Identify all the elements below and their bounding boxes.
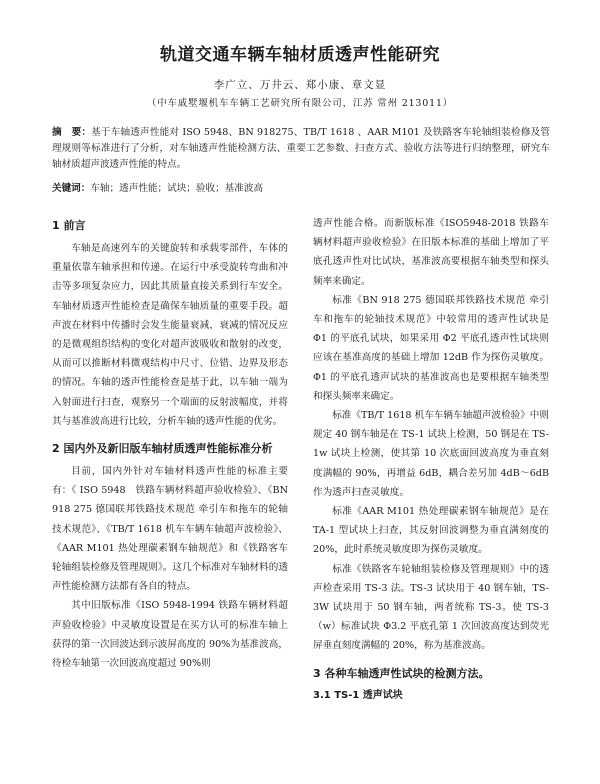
- abstract-text: 基于车轴透声性能对 ISO 5948、BN 918275、TB/T 1618 、AAR M101 及铁路客车轮轴组装检修及管理规则等标准进行了分析，对车轴透声性能检测方法、重要工艺参数、扫查方式、验收方法等进行归纳整理，研究车轴材质超声波透声性能的特点。: [52, 127, 550, 170]
- abstract: [52, 125, 550, 173]
- right-paragraph-4: 标准《AAR M101 热处理碳素钢车轴规范》是在 TA-1 型试块上扫查，其反射回波调整为垂直满刻度的 20%，此时系统灵敏度即为探伤灵敏度。: [313, 506, 549, 556]
- keywords-label: 关键词：: [52, 183, 91, 194]
- section-1-heading: 1 前言: [52, 219, 86, 232]
- right-paragraph-5: 标准《铁路客车轮轴组装检修及管理规则》中的透声检查采用 TS-3 法。TS-3 试块用于 40 钢车轴，TS-3W 试块用于 50 钢车轴，两者统称 TS-3。使 TS-3（w）标准试块 Φ3.2 平底孔第 1 次回波高度达到荧光屏垂直刻度满幅的 20%，称为基准波高。: [313, 563, 549, 652]
- author-list: 李广立、万井云、郑小康、章文显: [213, 79, 387, 91]
- right-paragraph-3: 标准《TB/T 1618 机车车辆车轴超声波检验》中则规定 40 钢车轴是在 TS-1 试块上检测，50 钢是在 TS-1w 试块上检测，使其第 10 次底面回波高度为垂直刻度满幅的 90%，再增益 6dB，耦合差另加 4dB～6dB 作为透声扫查灵敏度。: [313, 410, 549, 498]
- section-2-paragraph-1: 目前，国内外针对车轴材料透声性能的标准主要有：《 ISO 5948 铁路车辆材料超声验收检验》、《BN 918 275 德国联邦铁路技术规范 牵引车和拖车的轮轴技术规范》、《TB/T 1618 机车车辆车轴超声波检验》、《AAR M101 热处理碳素钢车轴规范》和《铁路客车轮轴组装检修及管理规则》。这几个标准对车轴材料的透声性能检测方法都有各自的特点。: [52, 466, 288, 593]
- right-paragraph-2: 标准《BN 918 275 德国联邦铁路技术规范 牵引车和拖车的轮轴技术规范》中较常用的透声性试块是 Φ1 的平底孔试块，如果采用 Φ2 平底孔透声性试块则应该在基准高度的基础上增加 12dB 作为探伤灵敏度。Φ1 的平底孔透声试块的基准波高也是要根据车轴类型和探头频率来确定。: [313, 294, 549, 402]
- abstract-label: 摘 要：: [52, 127, 92, 138]
- section-1-paragraph: 车轴是高速列车的关键旋转和承载零部件，车体的重量依靠车轴承担和传递。在运行中承受旋转弯曲和冲击等多项复杂应力，因此其质量直接关系到行车安全。车轴材质透声性能检查是确保车轴质量的重要手段。超声波在材料中传播时会发生能量衰减，衰减的情况反应的是微观组织结构的变化对超声波吸收和散射的改变，从而可以推断材料微观结构中尺寸、位错、边界及形态的情况。车轴的透声性能检查是基于此，以车轴一端为入射面进行扫查，观察另一个端面的反射波幅度，并将其与基准波高进行比较，分析车轴的透声性能的优劣。: [52, 243, 288, 427]
- right-column: [313, 214, 549, 705]
- section-3-1-heading: 3.1 TS-1 透声试块: [313, 689, 403, 701]
- keywords-text: 车轴；透声性能；试块；验收；基准波高: [90, 183, 264, 194]
- section-2-paragraph-2: 其中旧版标准《ISO 5948-1994 铁路车辆材料超声验收检验》中灵敏度设置是在买方认可的标准车轴上获得的第一次回波达到示波屏高度的 90%为基准波高，待检车轴第一次回波高度超过 90%则: [52, 600, 288, 670]
- section-2-heading: 2 国内外及新旧版车轴材质透声性能标准分析: [52, 442, 273, 456]
- keywords: [52, 181, 550, 197]
- affiliation: （中车戚墅堰机车车辆工艺研究所有限公司，江苏 常州 213011）: [146, 98, 454, 109]
- section-3-heading: 3 各种车轴透声性试块的检测方法。: [313, 666, 490, 680]
- left-column: [52, 214, 288, 673]
- paper-title: 轨道交通车辆车轴材质透声性能研究: [160, 45, 440, 65]
- right-paragraph-1: 透声性能合格。而新版标准《ISO5948-2018 铁路车辆材料超声验收检验》在旧版本标准的基础上增加了平底孔透声性对比试块，基准波高要根据车轴类型和探头频率来确定。: [313, 218, 549, 287]
